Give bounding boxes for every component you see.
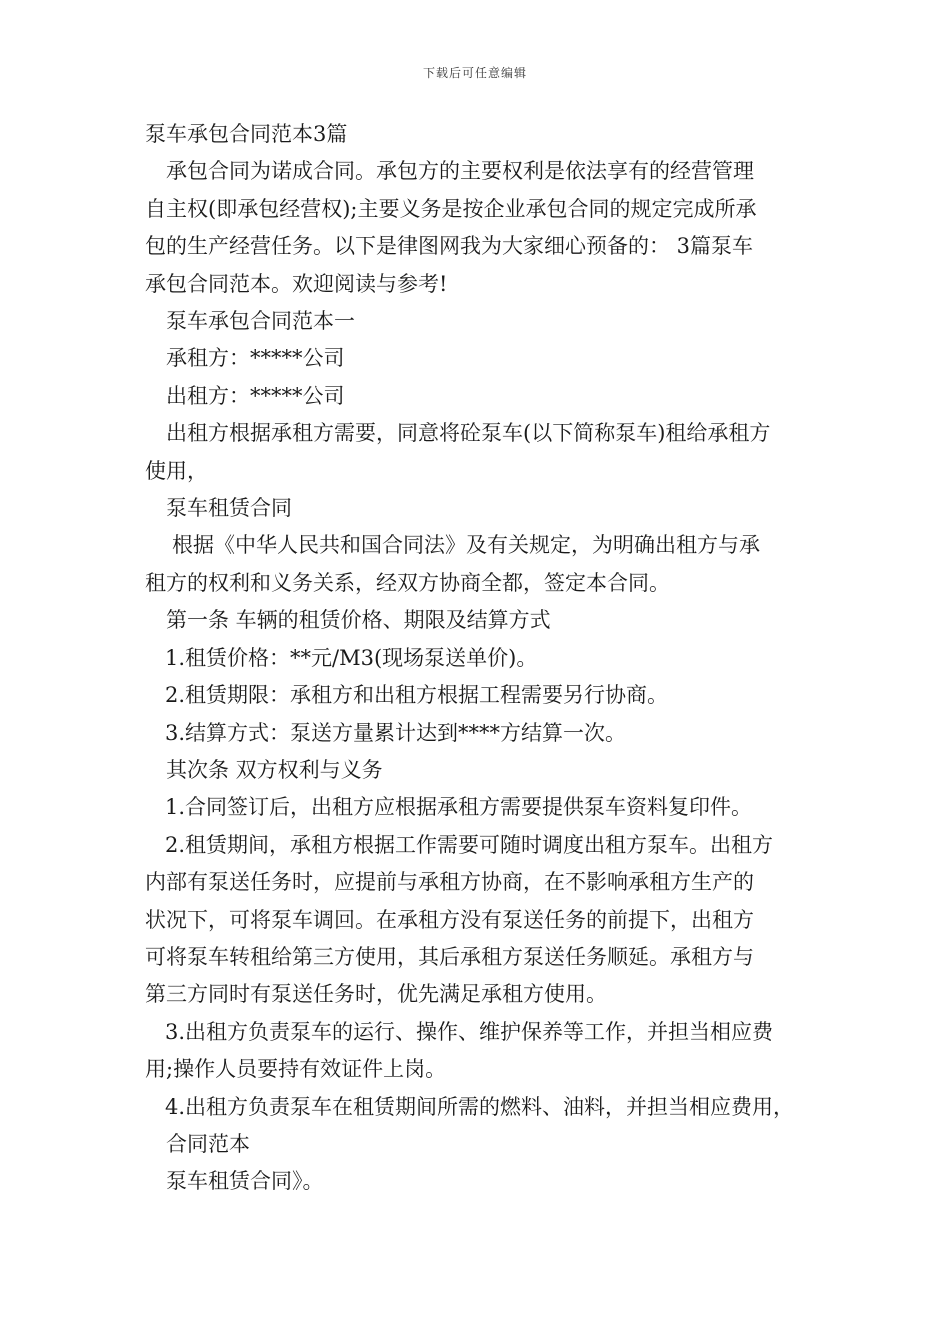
clause-line: 3.结算方式：泵送方量累计达到****方结算一次。 (165, 720, 627, 745)
document-body (145, 116, 820, 1201)
document-title: 泵车承包合同范本3篇 (145, 122, 348, 146)
article-heading: 第一条 车辆的租赁价格、期限及结算方式 (166, 608, 551, 633)
paragraph-line: 第三方同时有泵送任务时，优先满足承租方使用。 (145, 982, 607, 1007)
clause-line: 1.租赁价格：**元/M3(现场泵送单价)。 (165, 645, 538, 670)
paragraph-line: 出租方根据承租方需要，同意将砼泵车(以下简称泵车)租给承租方 (166, 421, 771, 446)
paragraph-line: 包的生产经营任务。以下是律图网我为大家细心预备的： 3篇泵车 (145, 234, 754, 259)
clause-line: 3.出租方负责泵车的运行、操作、维护保养等工作，并担当相应费 (165, 1019, 774, 1044)
paragraph-line: 泵车租赁合同》。 (166, 1169, 324, 1194)
section-heading: 泵车承包合同范本一 (166, 309, 355, 334)
paragraph-line: 内部有泵送任务时，应提前与承租方协商，在不影响承租方生产的 (145, 870, 754, 895)
section-heading: 泵车租赁合同 (166, 496, 292, 521)
paragraph-line: 可将泵车转租给第三方使用，其后承租方泵送任务顺延。承租方与 (145, 944, 754, 969)
paragraph-line: 状况下，可将泵车调回。在承租方没有泵送任务的前提下，出租方 (145, 907, 754, 932)
paragraph-line: 使用， (145, 458, 208, 483)
paragraph-line: 承包合同范本。欢迎阅读与参考! (145, 271, 448, 296)
paragraph-line: 出租方：*****公司 (166, 383, 345, 408)
article-heading: 其次条 双方权利与义务 (166, 757, 383, 782)
clause-line: 4.出租方负责泵车在租赁期间所需的燃料、油料，并担当相应费用， (165, 1094, 795, 1119)
page-header: 下载后可任意编辑 (422, 66, 527, 80)
paragraph-line: 根据《中华人民共和国合同法》及有关规定，为明确出租方与承 (172, 533, 760, 558)
paragraph-line: 自主权(即承包经营权);主要义务是按企业承包合同的规定完成所承 (145, 196, 757, 221)
clause-line: 2.租赁期限：承租方和出租方根据工程需要另行协商。 (165, 683, 669, 708)
paragraph-line: 租方的权利和义务关系，经双方协商全都，签定本合同。 (145, 570, 670, 595)
paragraph-line: 合同范本 (166, 1131, 250, 1156)
paragraph-line: 用;操作人员要持有效证件上岗。 (145, 1057, 447, 1082)
paragraph-line: 承租方：*****公司 (166, 346, 345, 371)
clause-line: 1.合同签订后，出租方应根据承租方需要提供泵车资料复印件。 (165, 795, 753, 820)
paragraph-line: 承包合同为诺成合同。承包方的主要权利是依法享有的经营管理 (166, 159, 754, 184)
clause-line: 2.租赁期间，承租方根据工作需要可随时调度出租方泵车。出租方 (165, 832, 774, 857)
